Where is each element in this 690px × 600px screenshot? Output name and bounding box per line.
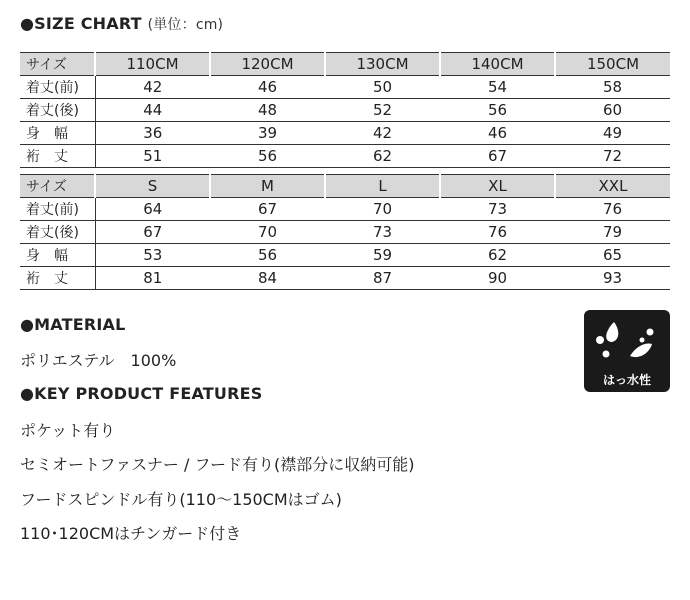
table-row [20,267,670,290]
row-label: 着丈(後) [20,99,95,122]
table-cell: 64 [95,198,210,221]
header-cell: 140CM [440,53,555,76]
row-label: 裄 丈 [20,267,95,290]
table-cell: 70 [210,221,325,244]
header-cell: M [210,175,325,198]
material-heading: ●MATERIAL [20,315,126,334]
table-cell: 59 [325,244,440,267]
header-cell: サイズ [20,53,95,76]
table-cell: 51 [95,145,210,168]
row-label: 着丈(前) [20,76,95,99]
table-cell: 56 [210,145,325,168]
water-repellent-icon [584,310,670,372]
table-cell: 90 [440,267,555,290]
header-cell: サイズ [20,175,95,198]
adult-size-table [20,174,670,290]
table-cell: 39 [210,122,325,145]
feature-item: ポケット有り [20,421,116,440]
table-cell: 56 [210,244,325,267]
table-cell: 73 [325,221,440,244]
header-cell: 110CM [95,53,210,76]
table-row [20,221,670,244]
table-row [20,198,670,221]
table-row [20,122,670,145]
header-cell: XXL [555,175,670,198]
kids-size-table [20,52,670,168]
table-cell: 72 [555,145,670,168]
header-cell: XL [440,175,555,198]
table-cell: 87 [325,267,440,290]
table-cell: 42 [325,122,440,145]
water-repellent-badge [584,310,670,392]
feature-item: フードスピンドル有り(110〜150CMはゴム) [20,490,342,509]
size-chart-title: ●SIZE CHART [20,14,142,33]
table-cell: 84 [210,267,325,290]
row-label: 身 幅 [20,122,95,145]
table-header-row [20,53,670,76]
table-row [20,99,670,122]
feature-item: 110･120CMはチンガード付き [20,524,242,543]
table-cell: 76 [555,198,670,221]
table-cell: 44 [95,99,210,122]
size-chart-heading [20,14,223,34]
table-cell: 53 [95,244,210,267]
table-cell: 67 [95,221,210,244]
row-label: 身 幅 [20,244,95,267]
header-cell: L [325,175,440,198]
table-cell: 62 [440,244,555,267]
table-cell: 50 [325,76,440,99]
table-cell: 36 [95,122,210,145]
header-cell: 150CM [555,53,670,76]
table-cell: 56 [440,99,555,122]
header-cell: 120CM [210,53,325,76]
table-cell: 42 [95,76,210,99]
table-row [20,76,670,99]
header-cell: 130CM [325,53,440,76]
badge-label: はっ水性 [602,373,651,387]
unit-note: (単位：cm) [147,17,224,33]
table-cell: 76 [440,221,555,244]
table-cell: 46 [210,76,325,99]
features-heading: ●KEY PRODUCT FEATURES [20,384,263,403]
table-cell: 67 [210,198,325,221]
table-cell: 58 [555,76,670,99]
table-cell: 93 [555,267,670,290]
header-cell: S [95,175,210,198]
material-value: ポリエステル 100% [20,351,177,370]
table-cell: 52 [325,99,440,122]
row-label: 着丈(後) [20,221,95,244]
table-cell: 81 [95,267,210,290]
table-cell: 62 [325,145,440,168]
table-cell: 46 [440,122,555,145]
feature-item: セミオートファスナー / フード有り(襟部分に収納可能) [20,455,415,474]
table-cell: 49 [555,122,670,145]
table-cell: 70 [325,198,440,221]
table-cell: 79 [555,221,670,244]
row-label: 着丈(前) [20,198,95,221]
table-cell: 73 [440,198,555,221]
table-row [20,244,670,267]
table-cell: 48 [210,99,325,122]
table-header-row [20,175,670,198]
table-cell: 60 [555,99,670,122]
row-label: 裄 丈 [20,145,95,168]
table-row [20,145,670,168]
table-cell: 67 [440,145,555,168]
table-cell: 54 [440,76,555,99]
table-cell: 65 [555,244,670,267]
